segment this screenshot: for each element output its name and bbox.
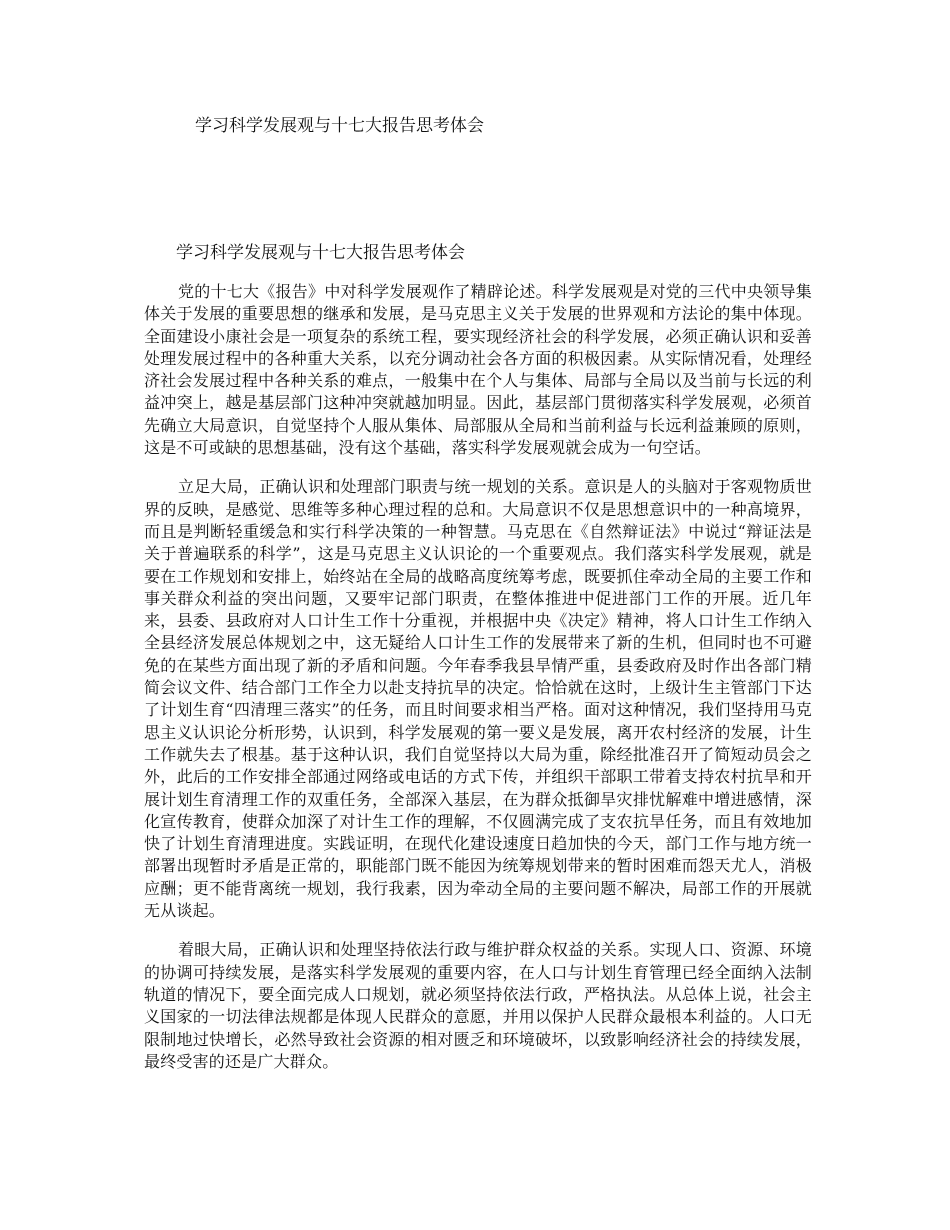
paragraph-1: 党的十七大《报告》中对科学发展观作了精辟论述。科学发展观是对党的三代中央领导集体关于发展的重要思想的继承和发展，是马克思主义关于发展的世界观和方法论的集中体现。全面建设小康社会是一项复杂的系统工程，要实现经济社会的科学发展，必须正确认识和妥善处理发展过程中的各种重大关系，以充分调动社会各方面的积极因素。从实际情况看，处理经济社会发展过程中各种关系的难点，一般集中在个人与集体、局部与全局以及当前与长远的利益冲突上，越是基层部门这种冲突就越加明显。因此，基层部门贯彻落实科学发展观，必须首先确立大局意识，自觉坚持个人服从集体、局部服从全局和当前利益与长远利益兼顾的原则，这是不可或缺的思想基础，没有这个基础，落实科学发展观就会成为一句空话。 (144, 282, 812, 458)
paragraph-2: 立足大局，正确认识和处理部门职责与统一规划的关系。意识是人的头脑对于客观物质世界的反映，是感觉、思维等多种心理过程的总和。大局意识不仅是思想意识中的一种高境界，而且是判断轻重缓急和实行科学决策的一种智慧。马克思在《自然辩证法》中说过“辩证法是关于普遍联系的科学”，这是马克思主义认识论的一个重要观点。我们落实科学发展观，就是要在工作规划和安排上，始终站在全局的战略高度统筹考虑，既要抓住牵动全局的主要工作和事关群众利益的突出问题，又要牢记部门职责，在整体推进中促进部门工作的开展。近几年来，县委、县政府对人口计生工作十分重视，并根据中央《决定》精神，将人口计生工作纳入全县经济发展总体规划之中，这无疑给人口计生工作的发展带来了新的生机，但同时也不可避免的在某些方面出现了新的矛盾和问题。今年春季我县旱情严重，县委政府及时作出各部门精简会议文件、结合部门工作全力以赴支持抗旱的决定。恰恰就在这时，上级计生主管部门下达了计划生育“四清理三落实”的任务，而且时间要求相当严格。面对这种情况，我们坚持用马克思主义认识论分析形势，认识到，科学发展观的第一要义是发展，离开农村经济的发展，计生工作就失去了根基。基于这种认识，我们自觉坚持以大局为重，除经批准召开了简短动员会之外，此后的工作安排全部通过网络或电话的方式下传，并组织干部职工带着支持农村抗旱和开展计划生育清理工作的双重任务，全部深入基层，在为群众抵御旱灾排忧解难中增进感情，深化宣传教育，使群众加深了对计生工作的理解，不仅圆满完成了支农抗旱任务，而且有效地加快了计划生育清理进度。实践证明，在现代化建设速度日趋加快的今天，部门工作与地方统一部署出现暂时矛盾是正常的，职能部门既不能因为统筹规划带来的暂时困难而怨天尤人，消极应酬；更不能背离统一规划，我行我素，因为牵动全局的主要问题不解决，局部工作的开展就无从谈起。 (144, 477, 812, 921)
paragraph-3: 着眼大局，正确认识和处理坚持依法行政与维护群众权益的关系。实现人口、资源、环境的协调可持续发展，是落实科学发展观的重要内容，在人口与计划生育管理已经全面纳入法制轨道的情况下，要全面完成人口规划，就必须坚持依法行政，严格执法。从总体上说，社会主义国家的一切法律法规都是体现人民群众的意愿，并用以保护人民群众最根本利益的。人口无限制地过快增长，必然导致社会资源的相对匮乏和环境破坏，以致影响经济社会的持续发展，最终受害的还是广大群众。 (144, 940, 812, 1071)
document-title: 学习科学发展观与十七大报告思考体会 (176, 243, 465, 263)
document-body (144, 281, 812, 1090)
header-title: 学习科学发展观与十七大报告思考体会 (195, 116, 484, 136)
